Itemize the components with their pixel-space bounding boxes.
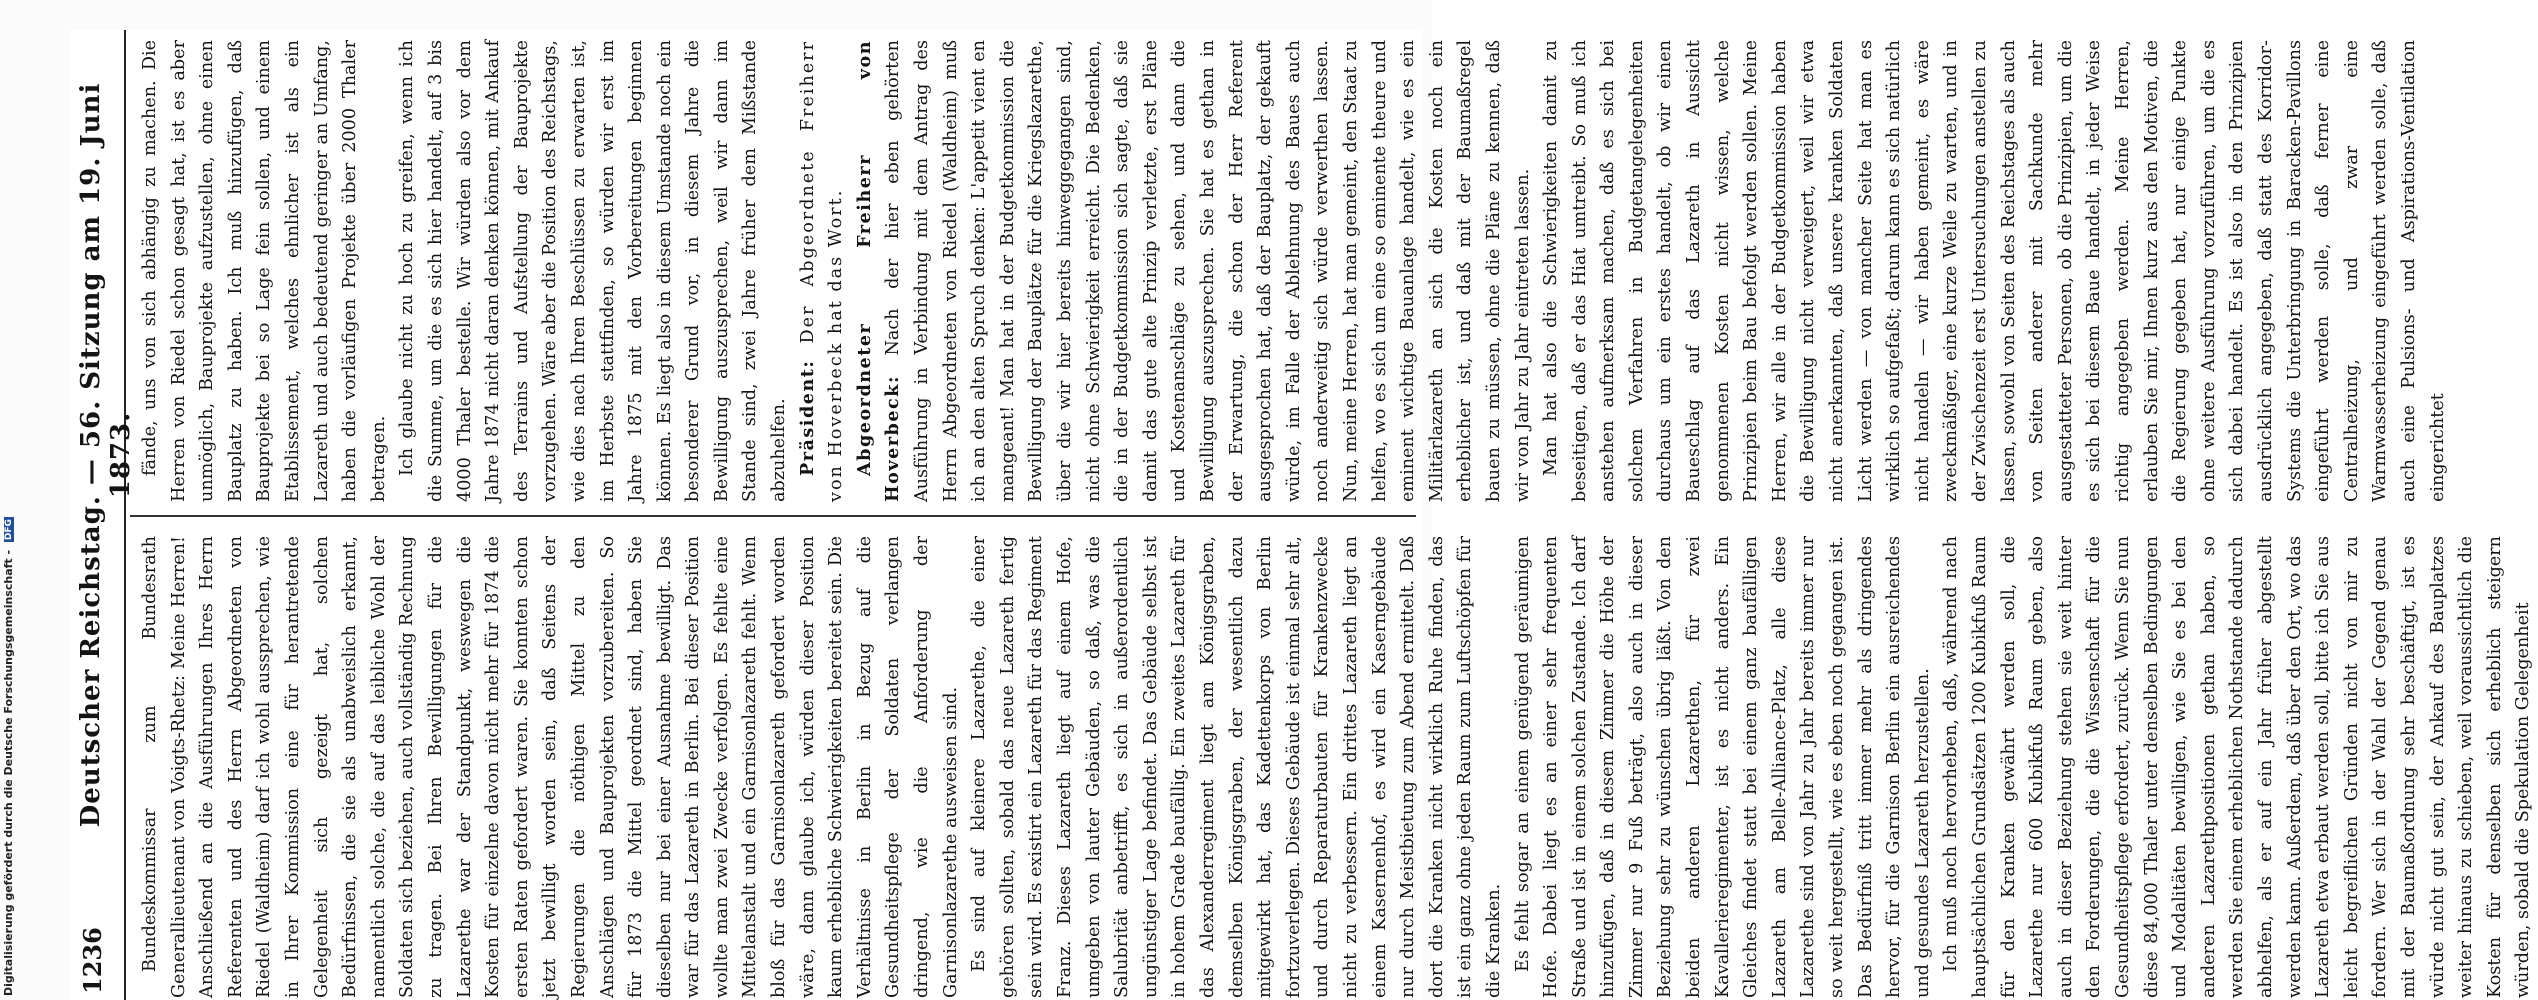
page-number: 1236	[78, 927, 107, 994]
speech-text: Der Abgeordnete Freiherr von Hoverbeck hat das Wort.	[797, 39, 847, 502]
speaker-name: Präsident:	[796, 359, 818, 476]
paragraph: Es sind auf kleinere Lazarethe, die einer gehören sollten, sobald das neue Lazareth fertig sein wird. Es existirt ein Lazareth für das Regiment Franz. Dieses Lazareth liegt auf einem Hofe, umgeben von lauter Gebäuden, so daß, was die Salubrität anbetrifft, es sich in außerordentlich ungünstiger Lage befindet. Das Gebäude selbst ist in hohem Grade baufällig. Ein zweites Lazareth für das Alexanderregiment liegt am Königsgraben, demselben Königsgraben, der wesentlich dazu mitgewirkt hat, das Kadettenkorps von Berlin fortzuverlegen. Dieses Gebäude ist einmal sehr alt, und durch Reparaturbauten für Krankenzwecke nicht zu verbessern. Ein drittes Lazareth liegt an einem Kasernenhof, es wird ein Kaserngebäude nur durch Meistbietung zum Abend ermittelt. Daß dort die Kranken nicht wirklich Ruhe finden, das ist ein ganz ohne jeden Raum zum Luftschöpfen für die Kranken.	[969, 536, 1504, 998]
paragraph: Man hat also die Schwierigkeiten damit zu beseitigen, daß er das Hiat umtreibt. So muß ich anstehen aufmerksam machen, daß es sich bei solchem Verfahren in Budgetangelegenheiten durchaus um ein erstes handelt, ob wir einen Baueschlag auf das Lazareth in Aussicht genommenen Kosten nicht wissen, welche Prinzipien beim Bau befolgt werden sollen. Meine Herren, wir alle in der Budgetkommission haben die Bewilligung nicht verweigert, weil wir etwa nicht anerkannten, daß unsere kranken Soldaten Licht werden — von mancher Seite hat man es wirklich so aufgefaßt; darum kann es sich natürlich nicht handeln — wir haben gemeint, es wäre zweckmäßiger, eine kurze Weile zu warten, und in der Zwischenzeit erst Untersuchungen anstellen zu lassen, sowohl von Seiten des Reichstages als auch von Seiten anderer mit Sachkunde mehr ausgestatteter Personen, ob die Prinzipien, um die es sich bei diesem Baue handelt, in jeder Weise richtig angegeben werden. Meine Herren, erlauben Sie mir, Ihnen kurz aus den Motiven, die die Regierung gegeben hat, nur einige Punkte ohne weitere Ausführung vorzuführen, um die es sich dabei handelt. Es ist also in den Prinzipien ausdrücklich angegeben, daß statt des Korridor-Systems die Unterbringung in Baracken-Pavillons eingeführt werden solle, daß ferner eine Centralheizung, und zwar eine Warmwasserheizung eingeführt werden solle, daß auch eine Pulsions- und Aspirations-Ventilation eingerichtet	[1541, 40, 2448, 502]
speaker-paragraph	[794, 40, 851, 502]
text-column-left	[136, 536, 2534, 998]
digitization-credit	[2, 517, 15, 996]
speech-text: Nach der hier eben gehörten Ausführung in Verbindung mit dem Antrag des Herrn Abgeordneten von Riedel (Waldheim) muß ich an den alten Spruch denken: L'appetit vient en mangeant! Man hat in der Budgetkommission die Bewilligung der Bauplätze für die Kriegslazarethe, über die wir hier bereits hinweggegangen sind, nicht ohne Schwierigkeit erreicht. Die Bedenken, die in der Budgetkommission sich sagte, daß sie damit das gute alte Prinzip verletzte, erst Pläne und Kostenanschläge zu sehen, und dann die Bewilligung auszusprechen. Sie hat es gethan in der Erwartung, die schon der Herr Referent ausgesprochen hat, daß der Bauplatz, der gekauft würde, im Falle der Ablehnung des Baues auch noch anderweitig sich würde verwerthen lassen. Nun, meine Herren, hat man gemeint, den Staat zu helfen, wo es sich um eine so eminente theure und eminent wichtige Bauanlage handelt, wie es ein Militärlazareth an sich die Kosten noch ein erheblicher ist, und daß mit der Baumaßregel bauen zu müssen, ohne die Pläne zu kennen, daß wir von Jahr zu Jahr eintreten lassen.	[883, 40, 1533, 502]
paragraph: Es fehlt sogar an einem genügend geräumigen Hofe. Dabei liegt es an einer sehr frequenten Straße und ist in einem solchen Zustande. Ich darf hinzufügen, daß in diesem Zimmer die Höhe der Zimmer nur 9 Fuß beträgt, also auch in dieser Beziehung sehr zu wünschen übrig läßt. Von den beiden anderen Lazarethen, für zwei Kavallerieregimenter, ist es nicht anders. Ein Gleiches findet statt bei einem ganz baufälligen Lazareth am Belle-Alliance-Platz, alle diese Lazarethe sind von Jahr zu Jahr bereits immer nur so weit hergestellt, wie es eben noch gegangen ist. Das Bedürfniß tritt immer mehr als dringendes hervor, für die Garnison Berlin ein ausreichendes und gesundes Lazareth herzustellen.	[1512, 536, 1933, 998]
speaker-name: Abgeordneter Freiherr von Hoverbeck:	[853, 40, 904, 502]
credit-text: Digitalisierung gefördert durch die Deutsche Forschungsgemeinschaft -	[2, 549, 15, 996]
dfg-logo: DFG	[4, 519, 14, 541]
running-head: Deutscher Reichstag. — 56. Sitzung am 19. Juni 1873.	[76, 82, 136, 828]
paragraph: fände, uns von sich abhängig zu machen. Die Herren von Riedel schon gesagt hat, ist es aber unmöglich, Bauprojekte aufzustellen, ohne einen Bauplatz zu haben. Ich muß hinzufügen, daß Bauprojekte bei so Lage fein sollen, und einem Etablissement, welches ehnlicher ist als ein Lazareth und auch bedeutend geringer an Umfang, haben die vorläufigen Projekte über 2000 Thaler betragen.	[140, 40, 389, 502]
paragraph: Bundeskommissar zum Bundesrath Generallieutenant von Voigts-Rhetz: Meine Herren! Anschließend an die Ausführungen Ihres Herrn Referenten und des Herrn Abgeordneten von Riedel (Waldheim) darf ich wohl aussprechen, wie in Ihrer Kommission eine für herantretende Gelegenheit sich gezeigt hat, solchen Bedürfnissen, die sie als unabweislich erkannt, namentlich solche, die auf das leibliche Wohl der Soldaten sich beziehen, auch vollständig Rechnung zu tragen. Bei Ihren Bewilligungen für die Lazarethe war der Standpunkt, weswegen die Kosten für einzelne davon nicht mehr für 1874 die ersten Raten gefordert waren. Sie konnten schon jetzt bewilligt worden sein, daß Seitens der Regierungen die nöthigen Mittel zu den Anschlägen und Bauprojekten vorzubereiten. So für 1873 die Mittel geordnet sind, haben Sie dieselben nur bei einer Ausnahme bewilligt. Das war für das Lazareth in Berlin. Bei dieser Position wollte man zwei Zwecke verfolgen. Es fehlte eine Mittelanstalt und ein Garnisonlazareth fehlt. Wenn bloß für das Garnisonlazareth gefordert worden wäre, dann glaube ich, würden dieser Position kaum erhebliche Schwierigkeiten bereitet sein. Die Verhältnisse in Berlin in Bezug auf die Gesundheitspflege der Soldaten verlangen dringend, wie die Anforderung der Garnisonlazarethe ausweisen sind.	[140, 536, 961, 998]
speaker-paragraph	[851, 40, 1537, 502]
paragraph: Ich glaube nicht zu hoch zu greifen, wenn ich die Summe, um die es sich hier handelt, auf 3 bis 4000 Thaler bestelle. Wir würden also vor dem Jahre 1874 nicht daran denken können, mit Ankauf des Terrains und Aufstellung der Bauprojekte vorzugehen. Wäre aber die Position des Reichstags, wie dies nach Ihren Beschlüssen zu erwarten ist, im Herbste stattfinden, so würden wir erst im Jahre 1875 mit den Vorbereitungen beginnen können. Es liegt also in diesem Umstande noch ein besonderer Grund vor, in diesem Jahre die Bewilligung auszusprechen, weil wir dann im Stande sind, zwei Jahre früher dem Mißstande abzuhelfen.	[397, 40, 790, 502]
column-divider	[130, 515, 1416, 517]
document-page	[70, 30, 2534, 1000]
paragraph: Ich muß noch hervorheben, daß, während nach hauptsächlichen Grundsätzen 1200 Kubikfuß Raum für den Kranken gewährt werden soll, die Lazarethe nur 600 Kubikfuß Raum geben, also auch in dieser Beziehung stehen sie weit hinter den Forderungen, die die Wissenschaft für die Gesundheitspflege erfordert, zurück. Wenn Sie nun diese 84,000 Thaler unter denselben Bedingungen und Modalitäten bewilligen, wie Sie es bei den anderen Lazarethpositionen gethan haben, so werden Sie einem erheblichen Nothstande dadurch abhelfen, als er auf ein Jahr früher abgestellt werden kann. Außerdem, daß über den Ort, wo das Lazareth etwa erbaut werden soll, bitte ich Sie aus leicht begreiflichen Gründen nicht von mir zu fordern. Wer sich in der Wahl der Gegend genau mit der Baumaßordnung sehr beschäftigt, ist es würde nicht gut sein, der Ankauf des Bauplatzes weiter hinaus zu schieben, weil voraussichtlich die Kosten für denselben sich erheblich steigern würden, sobald die Spekulation Gelegenheit	[1941, 536, 2534, 998]
text-column-right	[136, 39, 2448, 502]
page-header	[70, 30, 136, 1000]
